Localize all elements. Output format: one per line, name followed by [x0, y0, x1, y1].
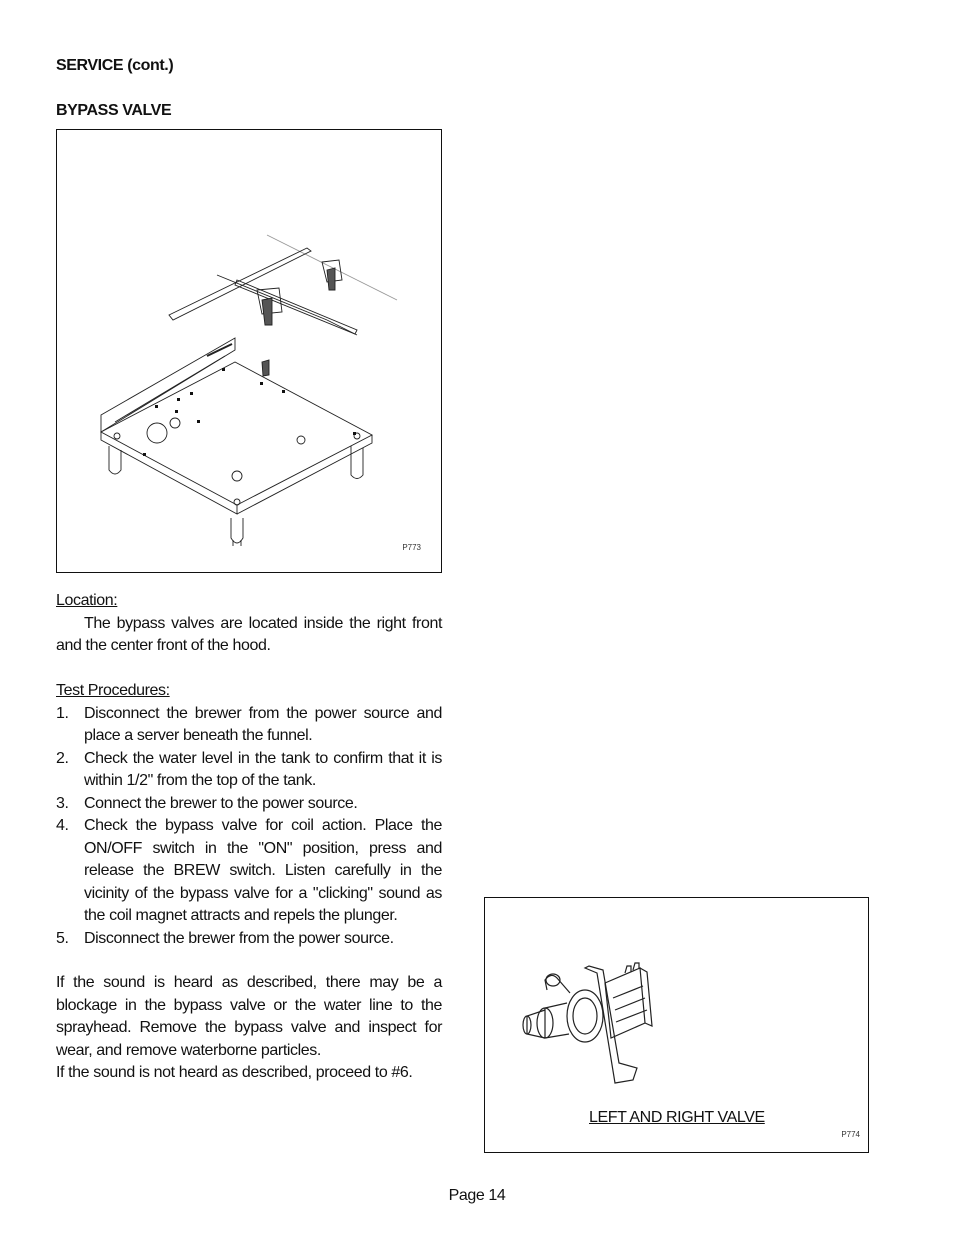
bypass-valve-drawing [485, 898, 867, 1098]
sound-heard-paragraph: If the sound is heard as described, there may be a blockage in the bypass valve or the water line to the sprayhead. Remove the bypass valve and inspect for wear, and remove waterborne particles. [56, 974, 442, 1059]
step-text: Check the bypass valve for coil action. Place the ON/OFF switch in the "ON" position, press and release the BREW switch. Listen carefully in the vicinity of the bypass valve for a "clicking" sound as the coil magnet attracts and repels the plunger. [84, 817, 442, 924]
list-item [56, 928, 442, 951]
location-heading: Location: [56, 592, 118, 609]
section-heading: SERVICE (cont.) [56, 57, 174, 74]
figure-code: P773 [402, 543, 421, 552]
step-text: Connect the brewer to the power source. [84, 794, 358, 812]
page-number: Page 14 [448, 1187, 506, 1204]
bypass-valve-location-figure [56, 129, 442, 573]
hood-exploded-drawing [57, 130, 440, 571]
step-text: Check the water level in the tank to confirm that it is within 1/2" from the top of the tank. [84, 749, 442, 789]
step-number: 5. [56, 929, 69, 947]
valve-figure [484, 897, 869, 1153]
sound-not-heard-paragraph: If the sound is not heard as described, proceed to #6. [56, 1064, 413, 1081]
results-section [56, 972, 442, 1085]
step-text: Disconnect the brewer from the power source and place a server beneath the funnel. [84, 704, 442, 744]
list-item [56, 703, 442, 748]
test-steps-list [56, 703, 442, 951]
figure-caption: LEFT AND RIGHT VALVE [589, 1109, 765, 1126]
test-procedures-heading: Test Procedures: [56, 682, 170, 699]
list-item [56, 748, 442, 793]
step-number: 3. [56, 794, 69, 812]
test-procedures-section [56, 680, 442, 950]
list-item [56, 815, 442, 928]
location-text: The bypass valves are located inside the right front and the center front of the hood. [56, 614, 442, 654]
step-number: 4. [56, 817, 69, 834]
step-text: Disconnect the brewer from the power source. [84, 929, 394, 947]
step-number: 1. [56, 704, 69, 722]
list-item [56, 793, 442, 816]
step-number: 2. [56, 749, 69, 767]
location-section [56, 590, 442, 658]
subsection-heading: BYPASS VALVE [56, 102, 172, 119]
figure-code: P774 [841, 1130, 860, 1139]
